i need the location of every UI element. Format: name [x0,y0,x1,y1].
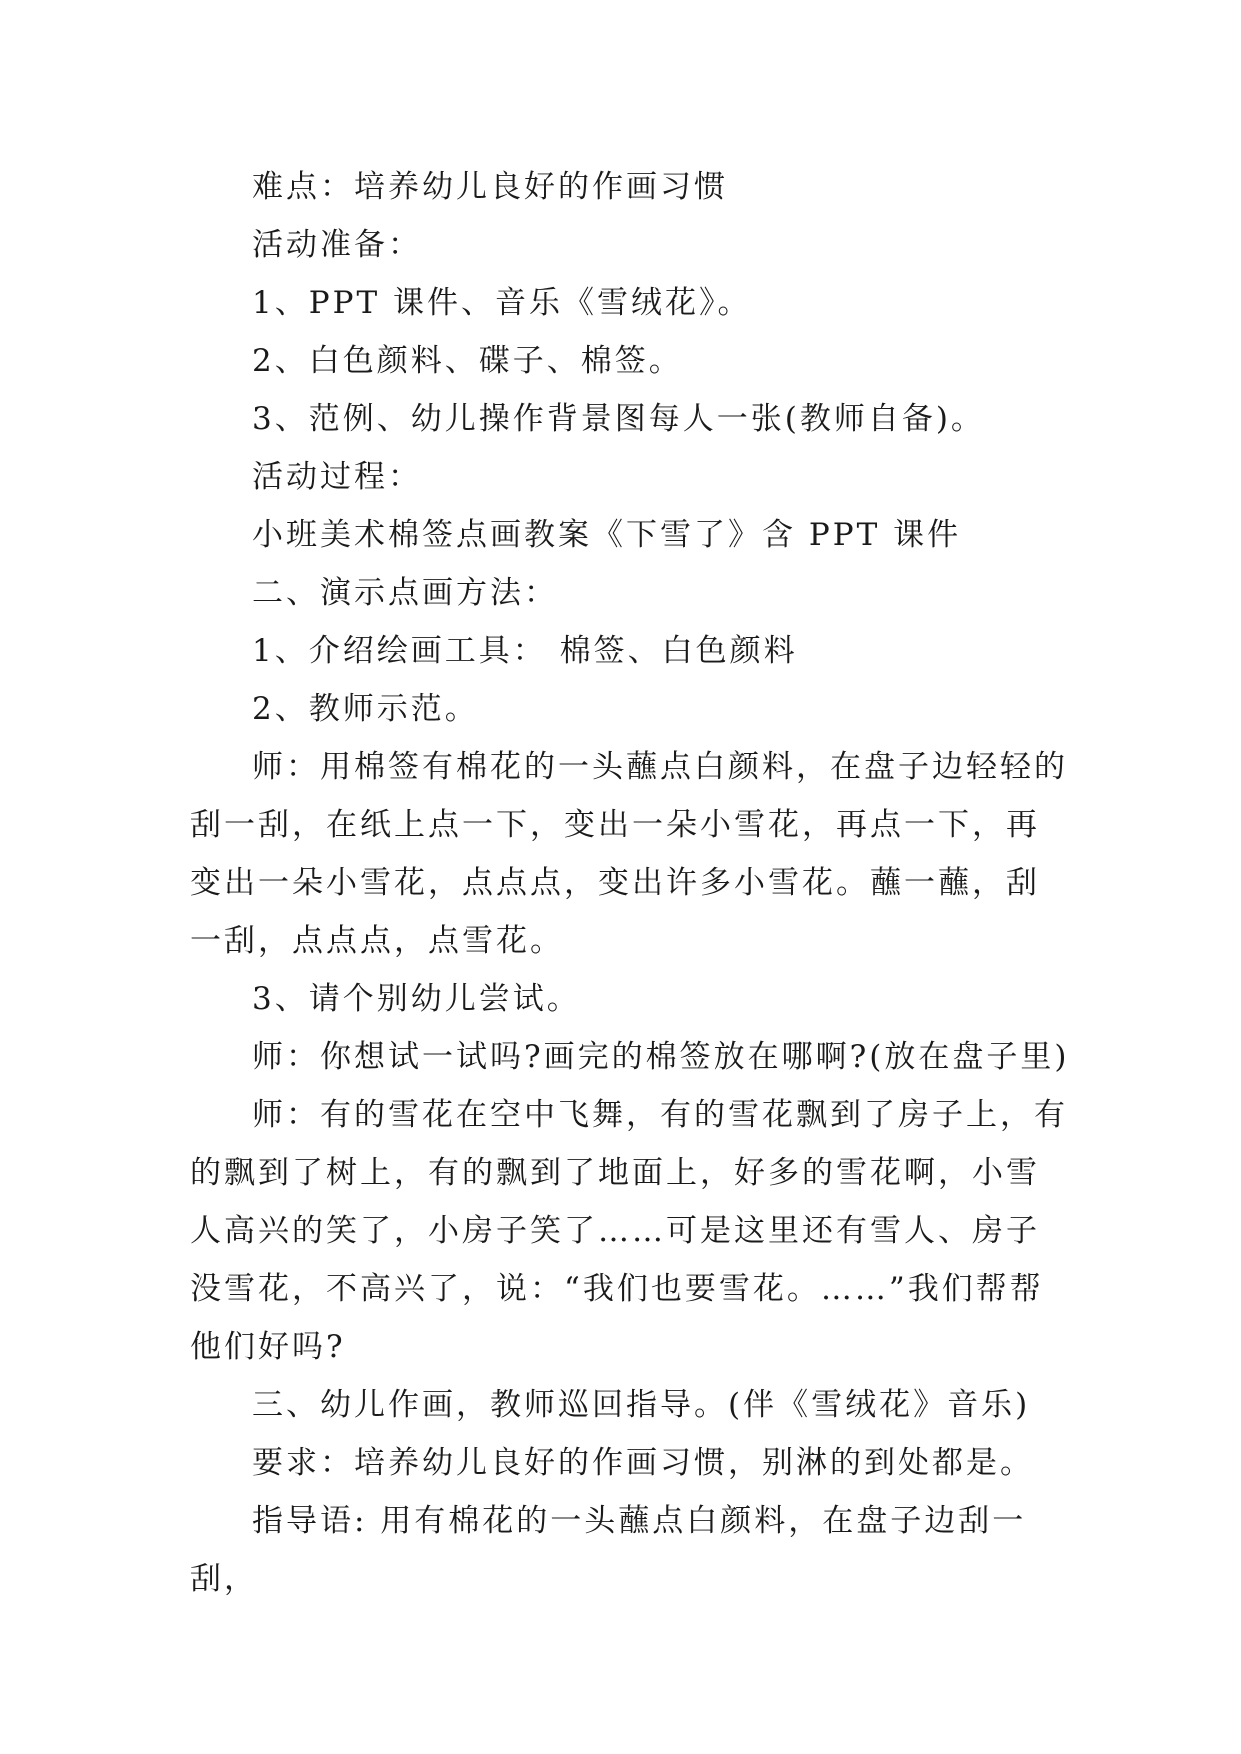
paragraph-process-heading: 活动过程： [252,459,422,495]
paragraph-lesson-title: 小班美术棉签点画教案《下雪了》含 PPT 课件 [252,517,962,553]
paragraph-tools-intro: 1、介绍绘画工具： 棉签、白色颜料 [252,633,798,669]
paragraph-preparation-item-3: 3、范例、幼儿操作背景图每人一张(教师自备)。 [252,401,985,437]
paragraph-teacher-instruction: 师：用棉签有棉花的一头蘸点白颜料，在盘子边轻轻的刮一刮，在纸上点一下，变出一朵小雪花，再点一下，再变出一朵小雪花，点点点，变出许多小雪花。蘸一蘸，刮一刮，点点点，点雪花。 [190,749,1068,959]
paragraph-preparation-heading: 活动准备： [252,227,422,263]
paragraph-difficulty: 难点：培养幼儿良好的作画习惯 [252,169,728,205]
paragraph-requirement: 要求：培养幼儿良好的作画习惯，别淋的到处都是。 [252,1445,1034,1481]
paragraph-teacher-question: 师：你想试一试吗?画完的棉签放在哪啊?(放在盘子里) [252,1039,1070,1075]
paragraph-teacher-story: 师：有的雪花在空中飞舞，有的雪花飘到了房子上，有的飘到了树上，有的飘到了地面上，好多的雪花啊，小雪人高兴的笑了，小房子笑了……可是这里还有雪人、房子没雪花，不高兴了，说：“我们也要雪花。……”我们帮帮他们好吗? [190,1097,1068,1365]
paragraph-teacher-demo: 2、教师示范。 [252,691,479,727]
document-body [190,158,1070,1608]
paragraph-section-three-heading: 三、幼儿作画，教师巡回指导。(伴《雪绒花》音乐) [252,1387,1031,1423]
paragraph-guidance: 指导语: 用有棉花的一头蘸点白颜料，在盘子边刮一刮， [190,1503,1027,1597]
paragraph-child-try: 3、请个别幼儿尝试。 [252,981,581,1017]
paragraph-section-two-heading: 二、演示点画方法： [252,575,558,611]
paragraph-preparation-item-2: 2、白色颜料、碟子、棉签。 [252,343,683,379]
paragraph-preparation-item-1: 1、PPT 课件、音乐《雪绒花》。 [252,285,752,321]
